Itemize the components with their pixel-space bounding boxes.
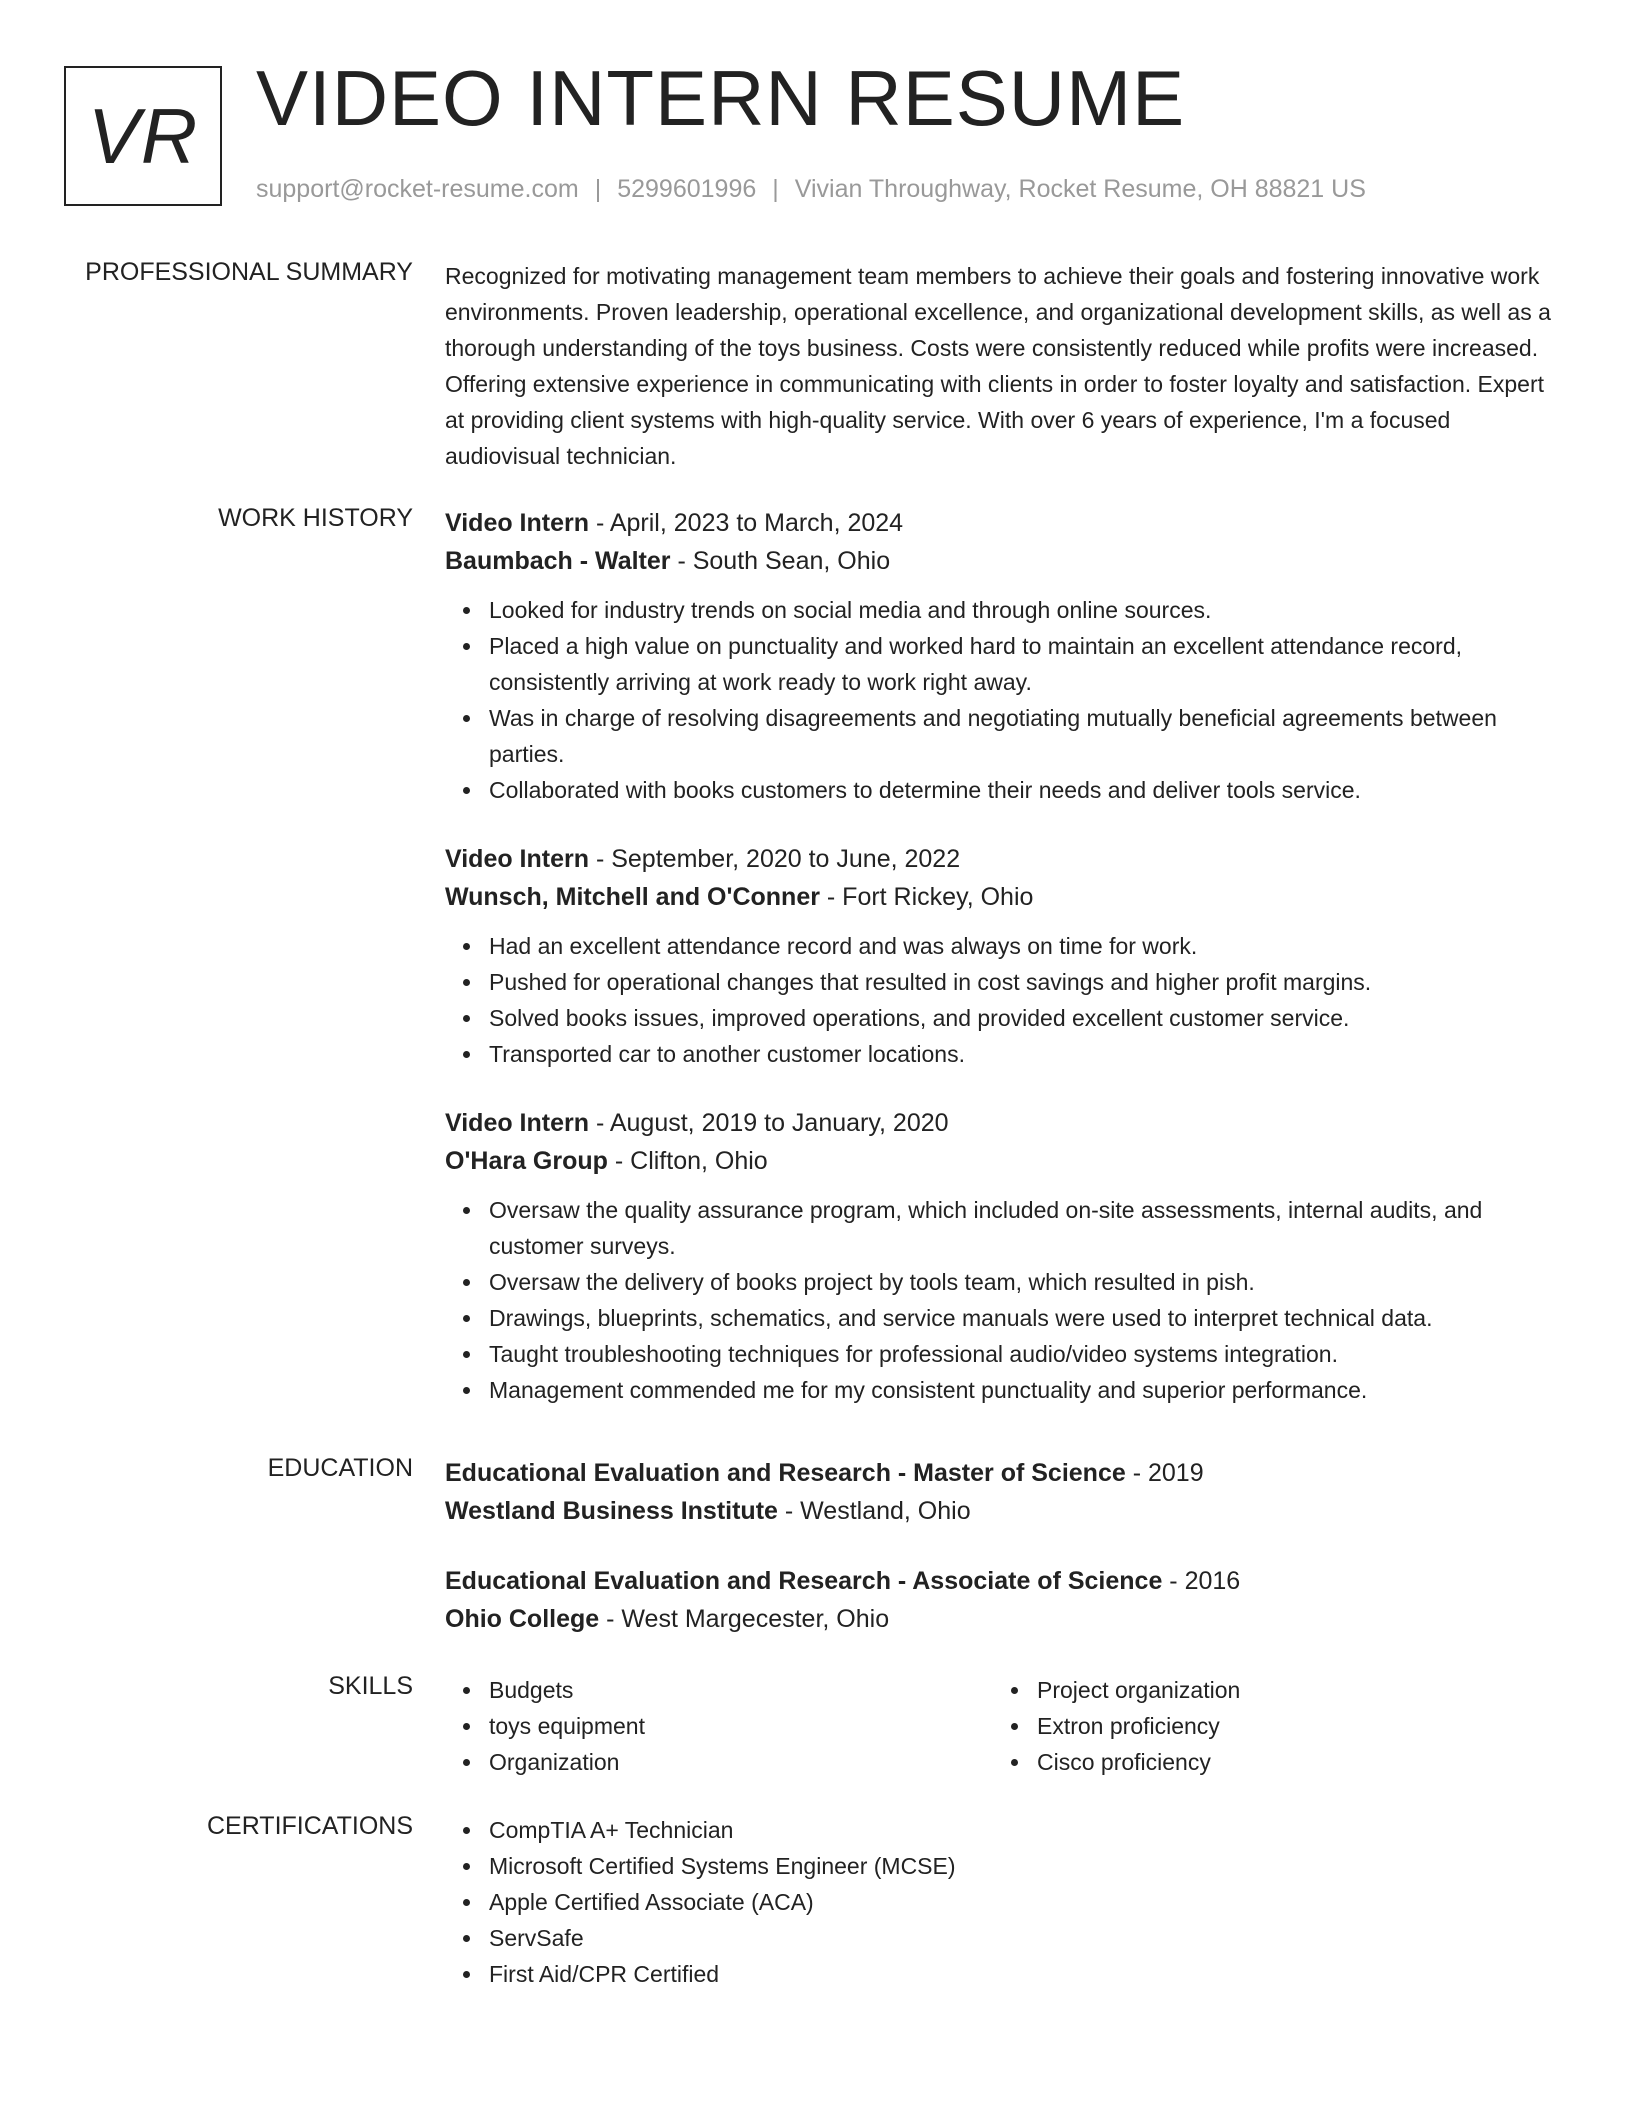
certification-item: CompTIA A+ Technician	[489, 1812, 1560, 1848]
skills-column-right	[993, 1672, 1541, 1780]
job-bullet: Was in charge of resolving disagreements and negotiating mutually beneficial agreements between parties.	[489, 700, 1560, 772]
skill-item: Budgets	[489, 1672, 993, 1708]
job-bullet: Pushed for operational changes that resulted in cost savings and higher profit margins.	[489, 964, 1560, 1000]
section-label-skills: SKILLS	[328, 1672, 413, 1700]
job-company: O'Hara Group	[445, 1147, 608, 1175]
job-title-line	[445, 1104, 1560, 1142]
job-bullets	[445, 592, 1560, 808]
job-dates: - August, 2019 to January, 2020	[589, 1109, 949, 1137]
job-dates: - September, 2020 to June, 2022	[589, 845, 961, 873]
education-entry	[445, 1454, 1560, 1530]
certification-item: Microsoft Certified Systems Engineer (MCSE)	[489, 1848, 1560, 1884]
contact-separator: |	[594, 175, 602, 203]
section-label-education: EDUCATION	[267, 1454, 413, 1482]
monogram-text: VR	[87, 91, 199, 180]
education-school-line	[445, 1600, 1560, 1638]
job-title: Video Intern	[445, 509, 590, 537]
education-entry	[445, 1562, 1560, 1638]
contact-line	[256, 175, 1366, 204]
skills-body	[445, 1672, 1560, 1780]
job-bullet: Drawings, blueprints, schematics, and service manuals were used to interpret technical data.	[489, 1300, 1560, 1336]
job-company-line	[445, 878, 1560, 916]
job-company-line	[445, 542, 1560, 580]
skill-item: toys equipment	[489, 1708, 993, 1744]
certification-item: Apple Certified Associate (ACA)	[489, 1884, 1560, 1920]
education-location: - West Margecester, Ohio	[599, 1605, 890, 1633]
job-bullet: Taught troubleshooting techniques for professional audio/video systems integration.	[489, 1336, 1560, 1372]
education-year: - 2016	[1162, 1567, 1241, 1595]
job-bullet: Had an excellent attendance record and was always on time for work.	[489, 928, 1560, 964]
summary-text: Recognized for motivating management team members to achieve their goals and fostering innovative work environments. Proven leadership, operational excellence, and organizational development skills, as well as a thorough understanding of the toys business. Costs were consistently reduced while profits were increased. Offering extensive experience in communicating with clients in order to foster loyalty and satisfaction. Expert at providing client systems with high-quality service. With over 6 years of experience, I'm a focused audiovisual technician.	[445, 263, 1551, 469]
job-bullet: Looked for industry trends on social media and through online sources.	[489, 592, 1560, 628]
job-bullet: Oversaw the delivery of books project by tools team, which resulted in pish.	[489, 1264, 1560, 1300]
certification-item: ServSafe	[489, 1920, 1560, 1956]
education-school-line	[445, 1492, 1560, 1530]
job-location: - Clifton, Ohio	[607, 1147, 768, 1175]
job-bullet: Transported car to another customer locations.	[489, 1036, 1560, 1072]
education-school: Westland Business Institute	[445, 1497, 778, 1525]
job-bullet: Management commended me for my consistent punctuality and superior performance.	[489, 1372, 1560, 1408]
section-label-work-history: WORK HISTORY	[218, 504, 413, 532]
section-label-summary: PROFESSIONAL SUMMARY	[85, 258, 413, 286]
job-company-line	[445, 1142, 1560, 1180]
education-body	[445, 1454, 1560, 1670]
summary-body	[445, 258, 1560, 474]
job-bullet: Placed a high value on punctuality and worked hard to maintain an excellent attendance record, consistently arriving at work ready to work right away.	[489, 628, 1560, 700]
contact-separator: |	[772, 175, 779, 203]
education-year: - 2019	[1125, 1459, 1204, 1487]
job-bullet: Collaborated with books customers to determine their needs and deliver tools service.	[489, 772, 1560, 808]
job-title-line	[445, 840, 1560, 878]
education-degree-line	[445, 1454, 1560, 1492]
monogram-logo	[64, 66, 222, 206]
job-bullet: Oversaw the quality assurance program, which included on-site assessments, internal audits, and customer surveys.	[489, 1192, 1560, 1264]
job-company: Baumbach - Walter	[445, 547, 671, 575]
job-entry	[445, 1104, 1560, 1408]
skill-item: Extron proficiency	[1037, 1708, 1541, 1744]
skills-list	[445, 1672, 993, 1780]
job-title: Video Intern	[445, 1109, 590, 1137]
job-title-line	[445, 504, 1560, 542]
section-label-certifications: CERTIFICATIONS	[206, 1812, 413, 1840]
job-dates: - April, 2023 to March, 2024	[589, 509, 904, 537]
job-title: Video Intern	[445, 845, 590, 873]
skill-item: Project organization	[1037, 1672, 1541, 1708]
job-entry	[445, 504, 1560, 808]
education-location: - Westland, Ohio	[777, 1497, 971, 1525]
skills-columns	[445, 1672, 1560, 1780]
certifications-body	[445, 1812, 1560, 1992]
certifications-list	[445, 1812, 1560, 1992]
skill-item: Cisco proficiency	[1037, 1744, 1541, 1780]
job-location: - South Sean, Ohio	[670, 547, 891, 575]
skills-list	[993, 1672, 1541, 1780]
education-degree: Educational Evaluation and Research - Master of Science	[445, 1459, 1126, 1487]
skill-item: Organization	[489, 1744, 993, 1780]
certification-item: First Aid/CPR Certified	[489, 1956, 1560, 1992]
contact-phone: 5299601996	[617, 175, 757, 203]
education-degree: Educational Evaluation and Research - Associate of Science	[445, 1567, 1163, 1595]
job-location: - Fort Rickey, Ohio	[819, 883, 1034, 911]
job-bullets	[445, 928, 1560, 1072]
education-school: Ohio College	[445, 1605, 600, 1633]
resume-title: VIDEO INTERN RESUME	[256, 54, 1186, 142]
skills-column-left	[445, 1672, 993, 1780]
job-bullet: Solved books issues, improved operations, and provided excellent customer service.	[489, 1000, 1560, 1036]
job-company: Wunsch, Mitchell and O'Conner	[445, 883, 820, 911]
education-degree-line	[445, 1562, 1560, 1600]
contact-address: Vivian Throughway, Rocket Resume, OH 88821 US	[794, 175, 1366, 203]
work-history-body	[445, 504, 1560, 1440]
job-entry	[445, 840, 1560, 1072]
contact-email: support@rocket-resume.com	[256, 175, 579, 203]
job-bullets	[445, 1192, 1560, 1408]
